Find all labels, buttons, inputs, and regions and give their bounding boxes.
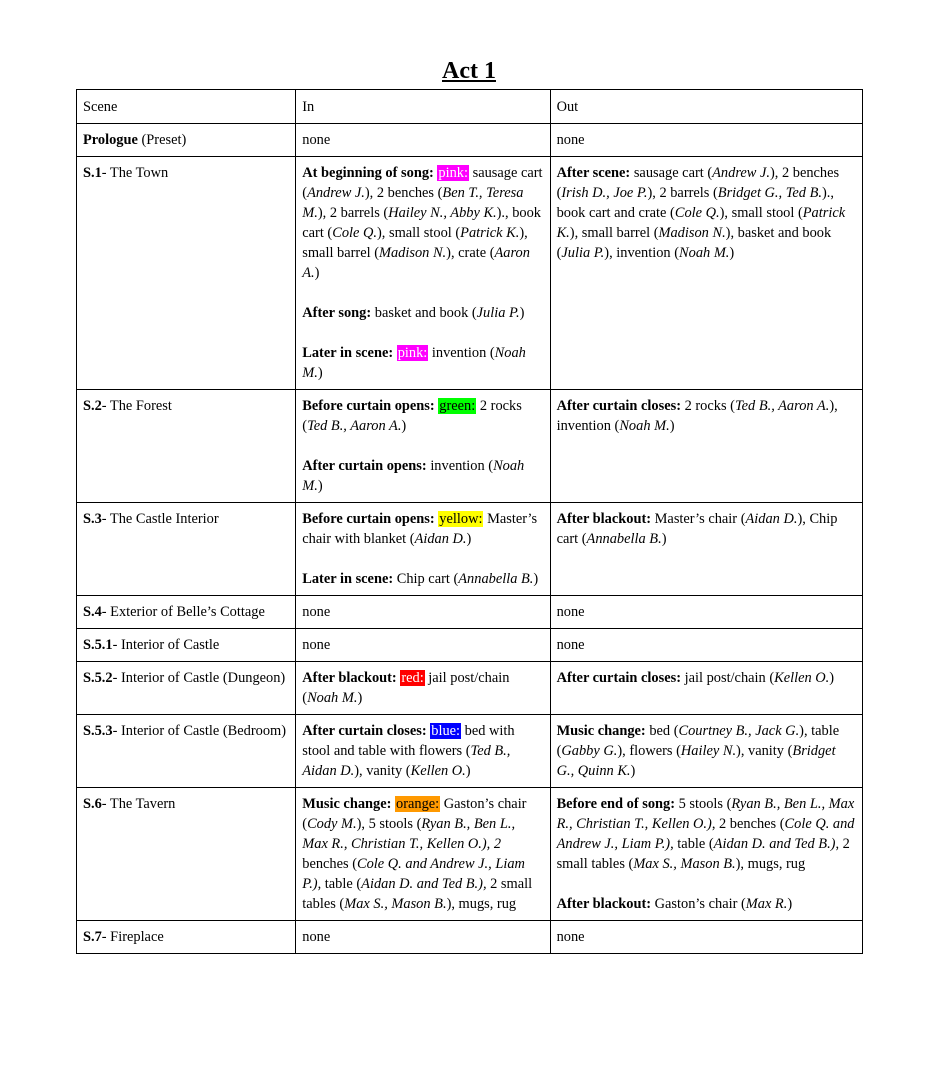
entry-text: ), invention ( [604,245,680,261]
in-entry [302,927,543,947]
in-cell [296,921,550,954]
table-row [77,157,863,390]
table-row [77,390,863,503]
header-scene: Scene [77,90,296,124]
crew-names: Annabella B. [458,571,534,587]
entry-text: ), table ( [556,723,840,759]
entry-text: Master’s chair ( [654,511,746,527]
out-cell [550,503,862,596]
in-entry [302,668,543,708]
color-tag-yellow: yellow: [439,511,483,527]
scene-cell [77,157,296,390]
cue-label: Music change: [556,723,650,739]
scene-id: Prologue [83,132,138,148]
in-entry [302,303,543,323]
out-entry [557,130,856,150]
in-cell [296,662,550,715]
in-cell [296,715,550,788]
crew-names: Ted B., Aaron A. [734,398,830,414]
entry-text: ) [669,418,675,434]
entry-text: ) [317,365,323,381]
entry-text: ) [829,670,835,686]
out-entry [557,509,856,549]
crew-names: Aidan D. [414,531,467,547]
entry-text: ) [533,571,539,587]
scene-name: - Exterior of Belle’s Cottage [101,604,265,620]
crew-names: Bridget G., Quinn K. [556,743,836,779]
entry-text: 2 rocks ( [302,398,522,434]
in-entry [302,509,543,549]
crew-names: Andrew J. [712,165,770,181]
scene-id: S.2 [83,398,102,414]
in-cell [296,503,550,596]
in-entry [302,569,543,589]
cue-label: Before curtain opens: [302,511,439,527]
entry-text: none [556,604,585,620]
paragraph-gap [302,436,543,456]
page-title: Act 1 [442,58,496,84]
color-tag-blue: blue: [431,723,461,739]
entry-text: ) [465,763,471,779]
scene-cell [77,788,296,921]
entry-text: ), 2 benches ( [364,185,443,201]
crew-names: Hailey N., Abby K. [388,205,497,221]
table-header-row [77,90,863,124]
in-entry [302,635,543,655]
crew-names: Ryan B., Ben L., Max R., Christian T., Kellen O.), 2 [302,816,516,852]
in-cell [296,629,550,662]
entry-text: ), small barrel ( [569,225,659,241]
out-entry [557,721,856,781]
scene-id: S.5.3 [83,723,113,739]
scene-id: S.3 [83,511,102,527]
scene-table [76,89,863,954]
entry-text: jail post/chain ( [302,670,510,706]
scene-cell [77,921,296,954]
table-row [77,124,863,157]
crew-names: Patrick K. [460,225,520,241]
cue-label: After blackout: [302,670,401,686]
entry-text: none [302,637,331,653]
entry-text: ), 2 barrels ( [317,205,389,221]
crew-names: Kellen O. [774,670,830,686]
entry-text: invention ( [428,345,495,361]
entry-text: ), 2 benches ( [556,165,840,201]
entry-text: ) [519,305,525,321]
out-cell [550,715,862,788]
cue-label: After curtain opens: [302,458,431,474]
paragraph-gap [302,283,543,303]
crew-names: Noah M. [619,418,670,434]
in-entry [302,456,543,496]
in-cell [296,390,550,503]
out-cell [550,629,862,662]
out-cell [550,921,862,954]
entry-text: ), small stool ( [719,205,803,221]
scene-cell [77,503,296,596]
scene-name: - The Forest [101,398,172,414]
scene-name: - The Castle Interior [101,511,219,527]
entry-text: , 2 small tables ( [556,836,850,872]
entry-text: ), vanity ( [736,743,793,759]
out-entry [557,396,856,436]
scene-name: - The Tavern [101,796,176,812]
paragraph-gap [302,549,543,569]
crew-names: Noah M. [307,690,358,706]
out-cell [550,390,862,503]
entry-text: sausage cart ( [302,165,543,201]
scene-name: - Interior of Castle (Bedroom) [112,723,287,739]
entry-text: ), small barrel ( [302,225,528,261]
table-row [77,596,863,629]
entry-text: Master’s chair with blanket ( [302,511,538,547]
crew-names: Aidan D. and Ted B.) [713,836,836,852]
crew-names: Gabby G. [561,743,618,759]
entry-text: )., book cart and crate ( [556,185,834,221]
entry-text: ), Chip cart ( [556,511,838,547]
crew-names: Cole Q. and Andrew J., Liam P.) [556,816,855,852]
entry-text: sausage cart ( [633,165,713,181]
crew-names: Madison N. [658,225,726,241]
crew-names: Cole Q. and Andrew J., Liam P.) [302,856,525,892]
scene-id: S.6 [83,796,102,812]
entry-text: Gaston’s chair ( [302,796,527,832]
entry-text: none [302,929,331,945]
entry-text: bed with stool and table with flowers ( [302,723,515,759]
out-entry [557,668,856,688]
cue-label: Before end of song: [556,796,679,812]
scene-id: S.5.2 [83,670,113,686]
out-entry [557,927,856,947]
crew-names: Irish D., Joe P. [561,185,648,201]
table-body [77,124,863,954]
entry-text: ), 2 barrels ( [647,185,718,201]
crew-names: Cole Q. [332,225,378,241]
crew-names: Madison N. [378,245,447,261]
entry-text: none [302,132,331,148]
entry-text: ) [314,265,320,281]
cue-label: Before curtain opens: [302,398,439,414]
in-cell [296,124,550,157]
entry-text: ) [729,245,735,261]
entry-text: ), flowers ( [617,743,681,759]
entry-text: )., book cart ( [302,205,542,241]
out-entry [557,602,856,622]
cue-label: After curtain closes: [556,670,685,686]
table-row [77,921,863,954]
crew-names: Noah M. [302,345,526,381]
out-entry [557,635,856,655]
entry-text: ), vanity ( [354,763,411,779]
header-out: Out [550,90,862,124]
entry-text: Gaston’s chair ( [654,896,746,912]
in-entry [302,721,543,781]
crew-names: Courtney B., Jack G. [678,723,800,739]
crew-names: Noah M. [679,245,730,261]
crew-names: Aidan D. and Ted B.), [361,876,491,892]
scene-cell [77,662,296,715]
entry-text: none [302,604,331,620]
crew-names: Hailey N. [680,743,737,759]
scene-name: - The Town [101,165,169,181]
header-in: In [296,90,550,124]
crew-names: Annabella B. [586,531,662,547]
table-row [77,788,863,921]
in-entry [302,794,543,914]
entry-text: ) [357,690,363,706]
crew-names: Ted B., Aaron A. [307,418,402,434]
entry-text: ), 5 stools ( [356,816,422,832]
color-tag-orange: orange: [396,796,440,812]
scene-id: S.4 [83,604,102,620]
table-row [77,503,863,596]
entry-text: ) [630,763,636,779]
entry-text: ) [466,531,472,547]
entry-text: ), mugs, rug [446,896,517,912]
scene-name: - Interior of Castle (Dungeon) [112,670,286,686]
entry-text: , 2 benches ( [711,816,785,832]
crew-names: Kellen O. [410,763,466,779]
crew-names: Aidan D. [745,511,798,527]
paragraph-gap [557,874,856,894]
crew-names: Ryan B., Ben L., Max R., Christian T., Kellen O.) [556,796,855,832]
entry-text: 5 stools ( [678,796,732,812]
entry-text: basket and book ( [374,305,477,321]
table-row [77,715,863,788]
color-tag-red: red: [401,670,424,686]
out-cell [550,596,862,629]
entry-text: ), small stool ( [377,225,461,241]
crew-names: Ted B., Aidan D. [302,743,511,779]
cue-label: Later in scene: [302,571,397,587]
entry-text: benches ( [302,856,358,872]
out-entry [557,163,856,263]
cue-label: After scene: [556,165,634,181]
crew-names: Noah M. [302,458,525,494]
crew-names: Ben T., Teresa M. [302,185,524,221]
cue-label: At beginning of song: [302,165,438,181]
in-entry [302,343,543,383]
entry-text: none [556,132,585,148]
in-cell [296,788,550,921]
color-tag-pink: pink: [397,345,428,361]
entry-text: none [556,637,585,653]
entry-text: invention ( [430,458,494,474]
entry-text: ), invention ( [556,398,838,434]
crew-names: Cody M. [307,816,357,832]
scene-cell [77,629,296,662]
entry-text: 2 rocks ( [684,398,735,414]
crew-names: Julia P. [476,305,520,321]
entry-text: none [556,929,585,945]
scene-id: S.1 [83,165,102,181]
entry-text: 2 small tables ( [302,876,533,912]
scene-cell [77,596,296,629]
cue-label: After blackout: [556,511,655,527]
cue-label: Later in scene: [302,345,397,361]
color-tag-pink: pink: [438,165,468,181]
crew-names: Julia P. [561,245,605,261]
table-row [77,629,863,662]
in-cell [296,596,550,629]
scene-name: (Preset) [137,132,187,148]
table-row [77,662,863,715]
out-cell [550,124,862,157]
crew-names: Max S., Mason B. [344,896,447,912]
crew-names: Aaron A. [302,245,530,281]
entry-text: ) [317,478,323,494]
scene-cell [77,715,296,788]
out-cell [550,157,862,390]
out-cell [550,662,862,715]
crew-names: Andrew J. [307,185,365,201]
scene-cell [77,390,296,503]
entry-text: bed ( [649,723,679,739]
in-cell [296,157,550,390]
crew-names: Cole Q. [674,205,720,221]
entry-text: Chip cart ( [396,571,459,587]
entry-text: ), mugs, rug [735,856,806,872]
color-tag-green: green: [439,398,476,414]
out-cell [550,788,862,921]
cue-label: After curtain closes: [556,398,685,414]
scene-id: S.5.1 [83,637,113,653]
entry-text: ) [401,418,407,434]
scene-name: - Fireplace [101,929,164,945]
entry-text: , table ( [317,876,362,892]
cue-label: After curtain closes: [302,723,431,739]
scene-cell [77,124,296,157]
entry-text: , table ( [670,836,714,852]
scene-id: S.7 [83,929,102,945]
entry-text: ) [787,896,793,912]
entry-text: jail post/chain ( [684,670,775,686]
in-entry [302,396,543,436]
in-entry [302,130,543,150]
crew-names: Patrick K. [556,205,846,241]
out-entry [557,894,856,914]
cue-label: Music change: [302,796,395,812]
crew-names: Max S., Mason B. [633,856,736,872]
scene-name: - Interior of Castle [112,637,220,653]
out-entry [557,794,856,874]
entry-text: ) [661,531,667,547]
crew-names: Bridget G., Ted B. [717,185,822,201]
in-entry [302,163,543,283]
paragraph-gap [302,323,543,343]
entry-text: ), crate ( [446,245,495,261]
crew-names: Max R. [745,896,788,912]
cue-label: After song: [302,305,375,321]
cue-label: After blackout: [556,896,655,912]
entry-text: ), basket and book ( [556,225,832,261]
in-entry [302,602,543,622]
